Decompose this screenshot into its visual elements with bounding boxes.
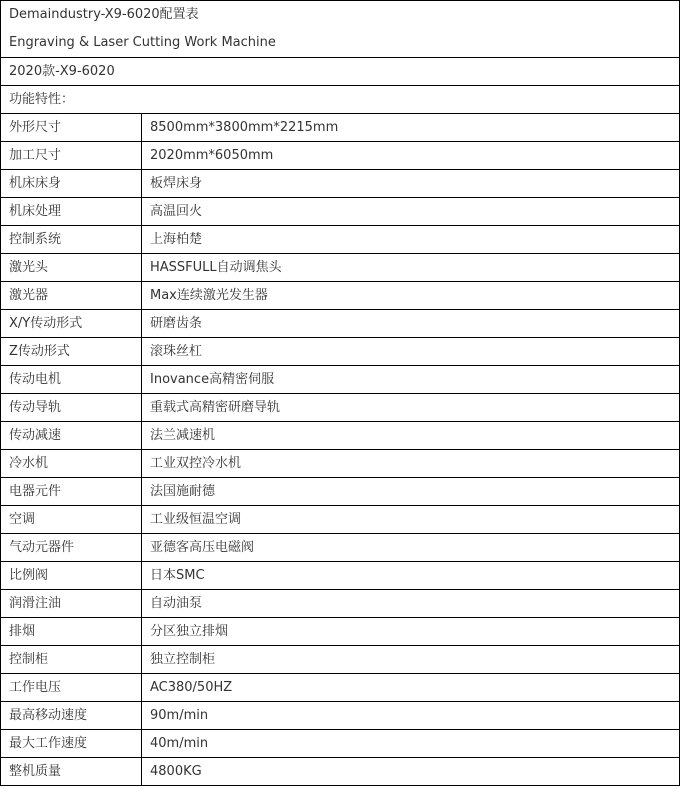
spec-value: 重载式高精密研磨导轨 xyxy=(142,394,680,422)
spec-value: 自动油泵 xyxy=(142,590,680,618)
table-row xyxy=(1,226,680,254)
spec-table-body xyxy=(1,1,680,786)
table-row xyxy=(1,674,680,702)
spec-value: HASSFULL自动调焦头 xyxy=(142,254,680,282)
spec-value: 90m/min xyxy=(142,702,680,730)
spec-label: 冷水机 xyxy=(1,450,142,478)
spec-value: 工业双控冷水机 xyxy=(142,450,680,478)
spec-label: 加工尺寸 xyxy=(1,142,142,170)
spec-label: 整机质量 xyxy=(1,758,142,786)
spec-label: 传动导轨 xyxy=(1,394,142,422)
section-row xyxy=(1,86,680,114)
table-row xyxy=(1,142,680,170)
table-row xyxy=(1,730,680,758)
spec-label: 激光器 xyxy=(1,282,142,310)
table-row xyxy=(1,254,680,282)
spec-value: 亚德客高压电磁阀 xyxy=(142,534,680,562)
table-row xyxy=(1,534,680,562)
table-row xyxy=(1,618,680,646)
table-row xyxy=(1,198,680,226)
spec-label: 机床床身 xyxy=(1,170,142,198)
spec-label: 控制系统 xyxy=(1,226,142,254)
table-row xyxy=(1,450,680,478)
spec-value: 40m/min xyxy=(142,730,680,758)
spec-label: 控制柜 xyxy=(1,646,142,674)
spec-value: 板焊床身 xyxy=(142,170,680,198)
table-row xyxy=(1,338,680,366)
spec-label: 最大工作速度 xyxy=(1,730,142,758)
spec-label: 激光头 xyxy=(1,254,142,282)
table-row xyxy=(1,590,680,618)
spec-label: 比例阀 xyxy=(1,562,142,590)
spec-value: 滚珠丝杠 xyxy=(142,338,680,366)
spec-value: 分区独立排烟 xyxy=(142,618,680,646)
spec-label: 空调 xyxy=(1,506,142,534)
spec-value: 法国施耐德 xyxy=(142,478,680,506)
spec-value: 8500mm*3800mm*2215mm xyxy=(142,114,680,142)
spec-value: 高温回火 xyxy=(142,198,680,226)
section-heading: 功能特性： xyxy=(1,86,680,114)
spec-value: AC380/50HZ xyxy=(142,674,680,702)
spec-label: 最高移动速度 xyxy=(1,702,142,730)
table-row xyxy=(1,758,680,786)
table-row xyxy=(1,310,680,338)
spec-label: X/Y传动形式 xyxy=(1,310,142,338)
spec-label: 传动减速 xyxy=(1,422,142,450)
spec-value: 法兰减速机 xyxy=(142,422,680,450)
spec-label: 传动电机 xyxy=(1,366,142,394)
spec-value: 工业级恒温空调 xyxy=(142,506,680,534)
table-row xyxy=(1,170,680,198)
spec-label: 排烟 xyxy=(1,618,142,646)
spec-value: 2020mm*6050mm xyxy=(142,142,680,170)
spec-value: 研磨齿条 xyxy=(142,310,680,338)
table-subtitle: Engraving & Laser Cutting Work Machine xyxy=(9,35,276,50)
spec-value: Max连续激光发生器 xyxy=(142,282,680,310)
table-title: Demaindustry-X9-6020配置表 xyxy=(9,7,199,22)
spec-label: 气动元器件 xyxy=(1,534,142,562)
table-row xyxy=(1,478,680,506)
spec-label: 工作电压 xyxy=(1,674,142,702)
spec-label: 润滑注油 xyxy=(1,590,142,618)
spec-label: Z传动形式 xyxy=(1,338,142,366)
table-row xyxy=(1,282,680,310)
spec-label: 机床处理 xyxy=(1,198,142,226)
spec-value: Inovance高精密伺服 xyxy=(142,366,680,394)
table-row xyxy=(1,646,680,674)
table-row xyxy=(1,366,680,394)
spec-value: 上海柏楚 xyxy=(142,226,680,254)
model-row xyxy=(1,58,680,86)
title-row xyxy=(1,1,680,58)
spec-value: 日本SMC xyxy=(142,562,680,590)
table-row xyxy=(1,394,680,422)
table-row xyxy=(1,562,680,590)
spec-value: 独立控制柜 xyxy=(142,646,680,674)
spec-label: 电器元件 xyxy=(1,478,142,506)
model-cell: 2020款-X9-6020 xyxy=(1,58,680,86)
table-row xyxy=(1,114,680,142)
spec-value: 4800KG xyxy=(142,758,680,786)
title-cell xyxy=(1,1,680,58)
table-row xyxy=(1,702,680,730)
table-row xyxy=(1,506,680,534)
table-row xyxy=(1,422,680,450)
spec-label: 外形尺寸 xyxy=(1,114,142,142)
